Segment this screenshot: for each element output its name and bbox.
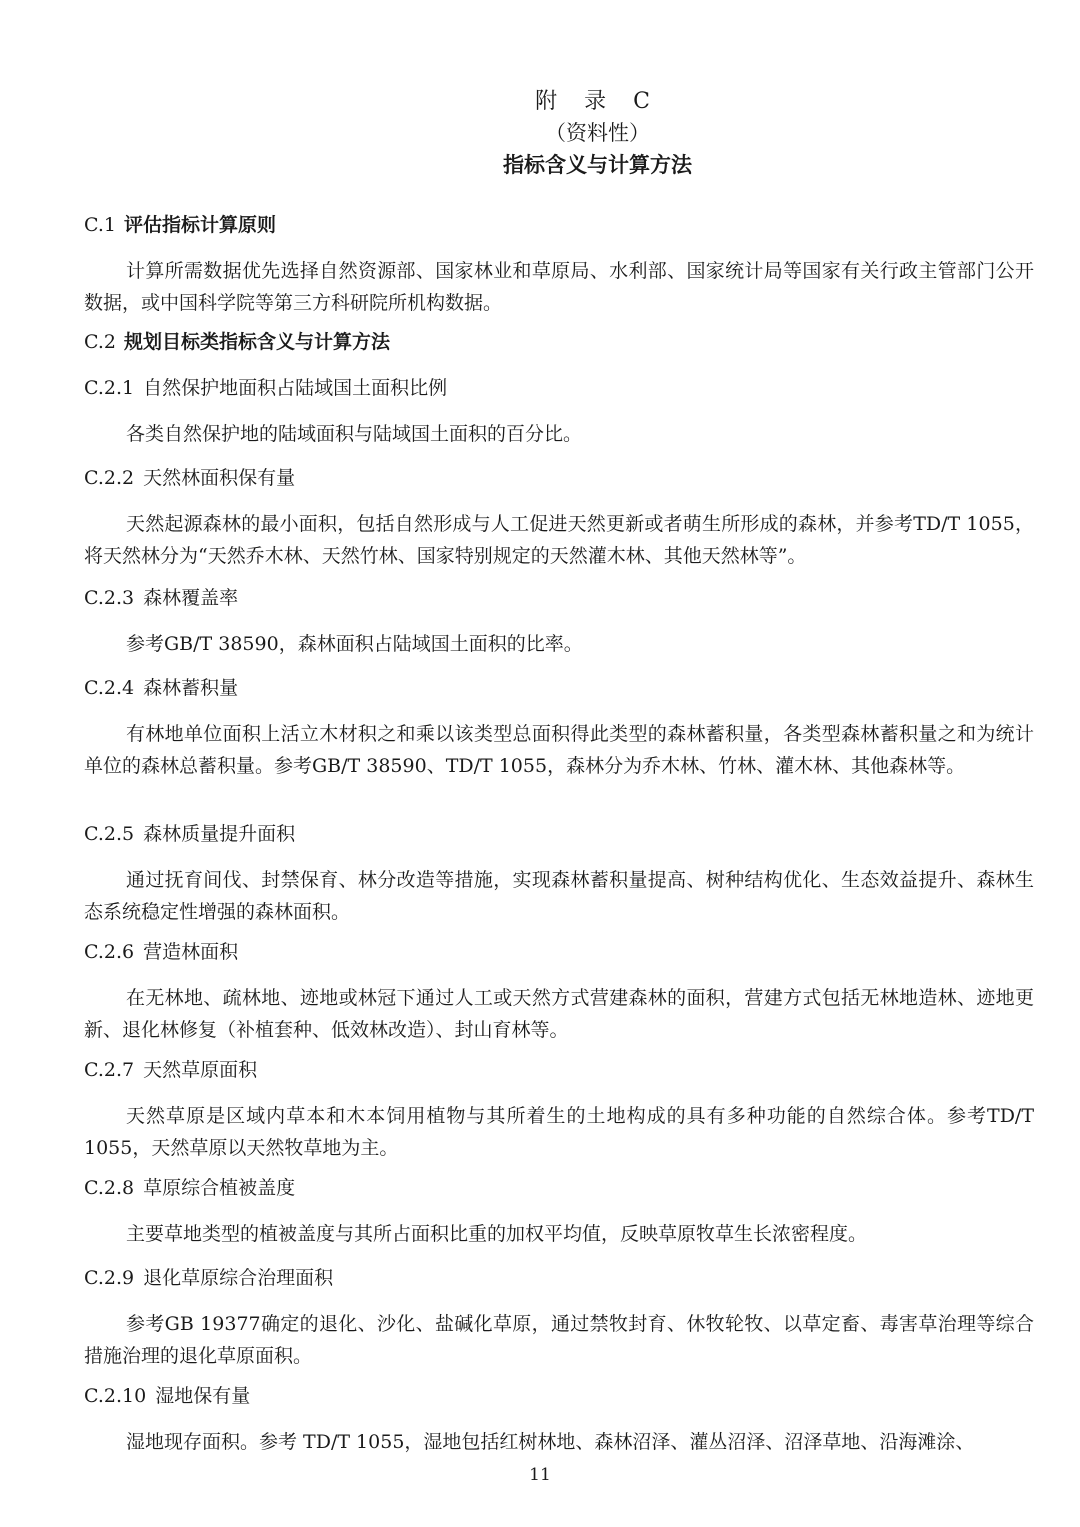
section-c2-4-body: 有林地单位面积上活立木材积之和乘以该类型总面积得此类型的森林蓄积量，各类型森林蓄积量之和为统计单位的森林总蓄积量。参考GB/T 38590、TD/T 1055，森林分为乔木林、竹林、灌木林、其他森林等。 xyxy=(84,723,1034,777)
section-c2-3-body: 参考GB/T 38590，森林面积占陆域国土面积的比率。 xyxy=(126,633,583,655)
appendix-type: （资料性） xyxy=(545,121,650,145)
section-title: 森林覆盖率 xyxy=(143,587,239,609)
section-c2-10-body: 湿地现存面积。参考 TD/T 1055，湿地包括红树林地、森林沼泽、灌丛沼泽、沼泽草地、沿海滩涂、 xyxy=(126,1431,975,1453)
appendix-label: 附 录 C xyxy=(535,89,660,114)
section-c1-body: 计算所需数据优先选择自然资源部、国家林业和草原局、水利部、国家统计局等国家有关行政主管部门公开数据，或中国科学院等第三方科研院所机构数据。 xyxy=(84,260,1034,314)
section-number: C.2 xyxy=(84,331,116,353)
section-title: 湿地保有量 xyxy=(155,1385,251,1407)
section-c2-2-heading xyxy=(84,464,295,492)
section-title: 森林蓄积量 xyxy=(143,677,239,699)
section-number: C.2.6 xyxy=(84,941,135,963)
section-number: C.2.8 xyxy=(84,1177,135,1199)
appendix-title: 指标含义与计算方法 xyxy=(503,152,692,177)
section-title: 评估指标计算原则 xyxy=(124,214,277,236)
section-c2-2-body: 天然起源森林的最小面积，包括自然形成与人工促进天然更新或者萌生所形成的森林，并参考TD/T 1055，将天然林分为“天然乔木林、天然竹林、国家特别规定的天然灌木林、其他天然林等”。 xyxy=(84,513,1034,567)
section-c2-1-body: 各类自然保护地的陆域面积与陆域国土面积的百分比。 xyxy=(126,423,583,445)
section-c2-8-heading xyxy=(84,1174,295,1202)
section-title: 规划目标类指标含义与计算方法 xyxy=(124,331,391,353)
section-title: 退化草原综合治理面积 xyxy=(143,1267,334,1289)
section-title: 森林质量提升面积 xyxy=(143,823,296,845)
section-number: C.2.7 xyxy=(84,1059,135,1081)
section-c2-heading xyxy=(84,328,390,356)
section-title: 自然保护地面积占陆域国土面积比例 xyxy=(143,377,448,399)
section-c2-1-heading xyxy=(84,374,447,402)
section-c2-3-heading xyxy=(84,584,238,612)
section-number: C.2.5 xyxy=(84,823,135,845)
section-c2-7-heading xyxy=(84,1056,257,1084)
section-title: 草原综合植被盖度 xyxy=(143,1177,296,1199)
section-c2-5-heading xyxy=(84,820,295,848)
section-c2-9-heading xyxy=(84,1264,333,1292)
section-number: C.2.10 xyxy=(84,1385,147,1407)
section-number: C.2.3 xyxy=(84,587,135,609)
section-c2-10-heading xyxy=(84,1382,250,1410)
section-c2-9-body: 参考GB 19377确定的退化、沙化、盐碱化草原，通过禁牧封育、休牧轮牧、以草定畜、毒害草治理等综合措施治理的退化草原面积。 xyxy=(84,1313,1034,1367)
section-c2-8-body: 主要草地类型的植被盖度与其所占面积比重的加权平均值，反映草原牧草生长浓密程度。 xyxy=(126,1223,868,1245)
section-number: C.2.2 xyxy=(84,467,135,489)
section-number: C.2.1 xyxy=(84,377,135,399)
section-title: 天然草原面积 xyxy=(143,1059,258,1081)
section-c2-6-heading xyxy=(84,938,238,966)
section-number: C.2.4 xyxy=(84,677,135,699)
page-number: 11 xyxy=(529,1465,551,1485)
section-c2-4-heading xyxy=(84,674,238,702)
section-number: C.2.9 xyxy=(84,1267,135,1289)
section-c2-6-body: 在无林地、疏林地、迹地或林冠下通过人工或天然方式营建森林的面积，营建方式包括无林地造林、迹地更新、退化林修复（补植套种、低效林改造）、封山育林等。 xyxy=(84,987,1034,1041)
section-title: 营造林面积 xyxy=(143,941,239,963)
section-number: C.1 xyxy=(84,214,116,236)
section-c2-5-body: 通过抚育间伐、封禁保育、林分改造等措施，实现森林蓄积量提高、树种结构优化、生态效益提升、森林生态系统稳定性增强的森林面积。 xyxy=(84,869,1034,923)
section-title: 天然林面积保有量 xyxy=(143,467,296,489)
section-c2-7-body: 天然草原是区域内草本和木本饲用植物与其所着生的土地构成的具有多种功能的自然综合体。参考TD/T 1055，天然草原以天然牧草地为主。 xyxy=(84,1105,1034,1159)
section-c1-heading xyxy=(84,211,276,239)
